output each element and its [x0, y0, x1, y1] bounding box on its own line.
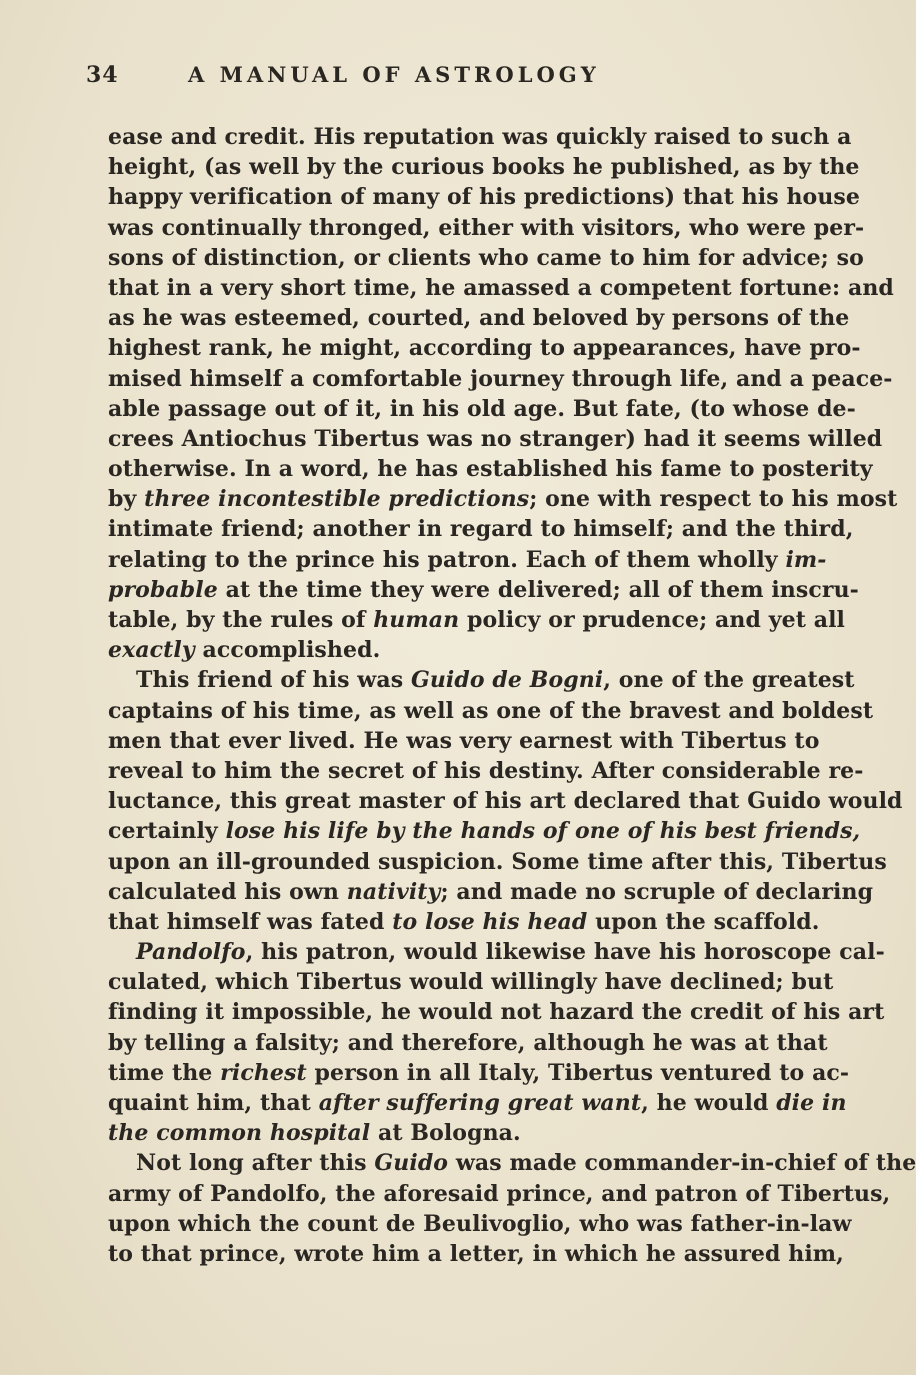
- text-line: upon an ill-grounded suspicion. Some time after this, Tibertus: [108, 848, 887, 875]
- body-text: [108, 122, 916, 1269]
- text-line: certainly lose his life by the hands of one of his best friends,: [108, 818, 861, 845]
- text-line: calculated his own nativity; and made no scruple of declaring: [108, 878, 874, 905]
- text-line: was continually thronged, either with visitors, who were per-: [108, 214, 865, 241]
- text-line: relating to the prince his patron. Each of them wholly im-: [108, 546, 827, 573]
- text-line: that himself was fated to lose his head upon the scaffold.: [108, 908, 820, 935]
- text-line: intimate friend; another in regard to himself; and the third,: [108, 516, 854, 543]
- text-line: quaint him, that after suffering great want, he would die in: [108, 1090, 847, 1116]
- text-line: This friend of his was Guido de Bogni, one of the greatest: [136, 667, 855, 694]
- text-line: as he was esteemed, courted, and beloved by persons of the: [108, 305, 850, 332]
- text-line: army of Pandolfo, the aforesaid prince, and patron of Tibertus,: [108, 1180, 891, 1207]
- text-line: upon which the count de Beulivoglio, who was father-in-law: [108, 1210, 852, 1237]
- text-line: by three incontestible predictions; one with respect to his most: [108, 486, 898, 513]
- text-line: luctance, this great master of his art declared that Guido would: [108, 788, 903, 815]
- text-line: table, by the rules of human policy or prudence; and yet all: [108, 607, 846, 633]
- text-line: the common hospital at Bologna.: [108, 1120, 521, 1147]
- text-line: probable at the time they were delivered; all of them inscru-: [108, 576, 859, 603]
- text-line: happy verification of many of his predictions) that his house: [108, 184, 860, 211]
- text-line: crees Antiochus Tibertus was no stranger) had it seems willed: [108, 425, 883, 452]
- text-line: mised himself a comfortable journey through life, and a peace-: [108, 365, 893, 392]
- text-line: able passage out of it, in his old age. But fate, (to whose de-: [108, 395, 856, 422]
- text-line: highest rank, he might, according to appearances, have pro-: [108, 335, 861, 362]
- text-line: exactly accomplished.: [108, 637, 381, 664]
- running-title: A MANUAL OF ASTROLOGY: [188, 62, 600, 87]
- text-line: that in a very short time, he amassed a competent fortune: and: [108, 274, 894, 301]
- text-line: time the richest person in all Italy, Tibertus ventured to ac-: [108, 1059, 850, 1086]
- text-line: culated, which Tibertus would willingly have declined; but: [108, 969, 834, 996]
- text-line: Pandolfo, his patron, would likewise have his horoscope cal-: [136, 939, 885, 966]
- text-line: height, (as well by the curious books he published, as by the: [108, 154, 860, 181]
- text-line: Not long after this Guido was made commander-in-chief of the: [136, 1150, 916, 1177]
- text-line: sons of distinction, or clients who came to him for advice; so: [108, 244, 864, 271]
- running-head: [86, 62, 766, 96]
- text-line: ease and credit. His reputation was quickly raised to such a: [108, 124, 852, 150]
- text-line: by telling a falsity; and therefore, although he was at that: [108, 1029, 828, 1056]
- text-line: reveal to him the secret of his destiny. After considerable re-: [108, 757, 864, 784]
- text-line: to that prince, wrote him a letter, in which he assured him,: [108, 1240, 844, 1267]
- page-number: 34: [86, 62, 119, 88]
- text-line: captains of his time, as well as one of the bravest and boldest: [108, 697, 874, 724]
- text-line: otherwise. In a word, he has established his fame to posterity: [108, 456, 873, 483]
- text-line: finding it impossible, he would not hazard the credit of his art: [108, 999, 885, 1026]
- text-line: men that ever lived. He was very earnest with Tibertus to: [108, 727, 820, 754]
